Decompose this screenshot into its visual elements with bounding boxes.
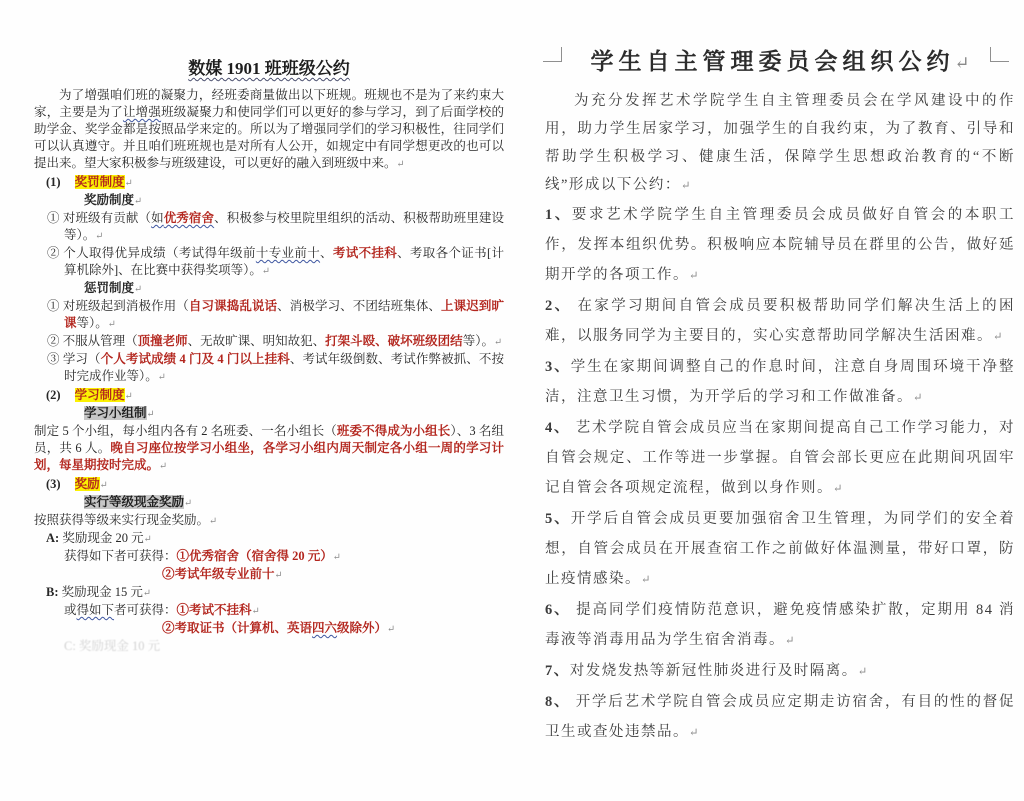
text-line: 8、 开学后艺术学院自管会成员应定期走访宿舍，有目的性的督促卫生或查处违禁品。↵ [545,694,1015,740]
paragraph-return-mark: ↵ [954,53,970,73]
text-line: (3) 奖励↵ [46,477,108,491]
left-page-title: 数媒 1901 班班级公约 [188,59,350,78]
right-page-title [545,44,1015,81]
text-line: 5、开学后自管会成员更要加强宿舍卫生管理，为同学们的安全着想，自管会成员在开展查宿工作之前做好体温测量，带好口罩，防止疫情感染。↵ [545,511,1016,587]
text-line: ②考试年级专业前十↵ [162,567,283,581]
right-page-title-text: 学生自主管理委员会组织公约 [590,49,955,74]
text-line: 惩罚制度↵ [84,281,143,295]
text-line: ③ 学习（个人考试成绩 4 门及 4 门以上挂科、考试年级倒数、考试作弊被抓、不按时完成作业等）。↵ [47,352,504,383]
text-line: B: 奖励现金 15 元↵ [46,585,152,599]
left-page-content [34,87,504,655]
text-line: C: 奖励现金 10 元 [64,639,161,653]
text-line: 实行等级现金奖励↵ [84,495,193,509]
text-line: ② 不服从管理（顶撞老师、无故旷课、明知故犯、打架斗殴、破坏班级团结等）。↵ [47,334,503,348]
right-page-content [545,87,1015,748]
text-line: 1、要求艺术学院学生自主管理委员会成员做好自管会的本职工作，发挥本组织优势。积极响应本院辅导员在群里的公告，做好延期开学的各项工作。↵ [545,207,1016,283]
text-line: 为了增强咱们班的凝聚力，经班委商量做出以下班规。班规也不是为了来约束大家，主要是为了让增强班级凝聚力和使同学们可以更好的参与学习，到了后面学校的助学金、奖学金都是按照品学来定的。所以为了增强同学们的学习积极性，往同学们可以认真遵守。并且咱们班班规也是对所有人公开，如规定中有同学想更改的也可以提出来。望大家积极参与班级建设，可以更好的融入到班级中来。↵ [34,88,504,170]
text-line: 2、 在家学习期间自管会成员要积极帮助同学们解决生活上的困难，以服务同学为主要目的，实心实意帮助同学解决生活困难。↵ [545,298,1016,344]
text-line: 4、 艺术学院自管会成员应当在家期间提高自己工作学习能力，对自管会规定、工作等进一步掌握。自管会部长更应在此期间巩固牢记自管会各项规定流程，做到以身作则。↵ [545,420,1015,496]
left-page-document [34,56,504,655]
text-line: 奖励制度↵ [84,193,143,207]
text-line: 或得如下者可获得：①考试不挂科↵ [64,603,260,617]
text-line: 获得如下者可获得：①优秀宿舍（宿舍得 20 元）↵ [64,549,341,563]
text-line: 3、学生在家期间调整自己的作息时间，注意自身周围环境干净整洁，注意卫生习惯，为开学后的学习和工作做准备。↵ [545,359,1016,405]
text-line: ② 个人取得优异成绩（考试得年级前十专业前十、考试不挂科、考取各个证书[计算机除外]、在比赛中获得奖项等）。↵ [47,246,504,277]
text-line: ① 对班级起到消极作用（自习课捣乱说话、消极学习、不团结班集体、上课迟到旷课等）。↵ [47,299,504,330]
text-line: A: 奖励现金 20 元↵ [46,531,152,545]
text-line: ②考取证书（计算机、英语四六级除外）↵ [162,621,396,635]
text-line: ① 对班级有贡献（如优秀宿舍、积极参与校里院里组织的活动、积极帮助班里建设等）。↵ [47,211,504,242]
text-line: 为充分发挥艺术学院学生自主管理委员会在学风建设中的作用，助力学生居家学习，加强学生的自我约束，为了教育、引导和帮助学生积极学习、健康生活，保障学生思想政治教育的“不断线”形成以下公约：↵ [545,93,1015,193]
text-line: 7、对发烧发热等新冠性肺炎进行及时隔离。↵ [545,663,868,679]
text-line: 学习小组制↵ [84,406,155,420]
text-line: 按照获得等级来实行现金奖励。↵ [34,513,218,527]
text-line: 6、 提高同学们疫情防范意识，避免疫情感染扩散，定期用 84 消毒液等消毒用品为学生宿舍消毒。↵ [545,602,1016,648]
right-page-document [545,44,1015,748]
text-line: 制定 5 个小组，每小组内各有 2 名班委、一名小组长（班委不得成为小组长）、3 名组员，共 6 人。晚自习座位按学习小组坐，各学习小组内周天制定各小组一周的学习计划，每星期按时完成。↵ [34,424,504,472]
text-line: (2) 学习制度↵ [46,388,133,402]
text-line: (1) 奖罚制度↵ [46,175,133,189]
